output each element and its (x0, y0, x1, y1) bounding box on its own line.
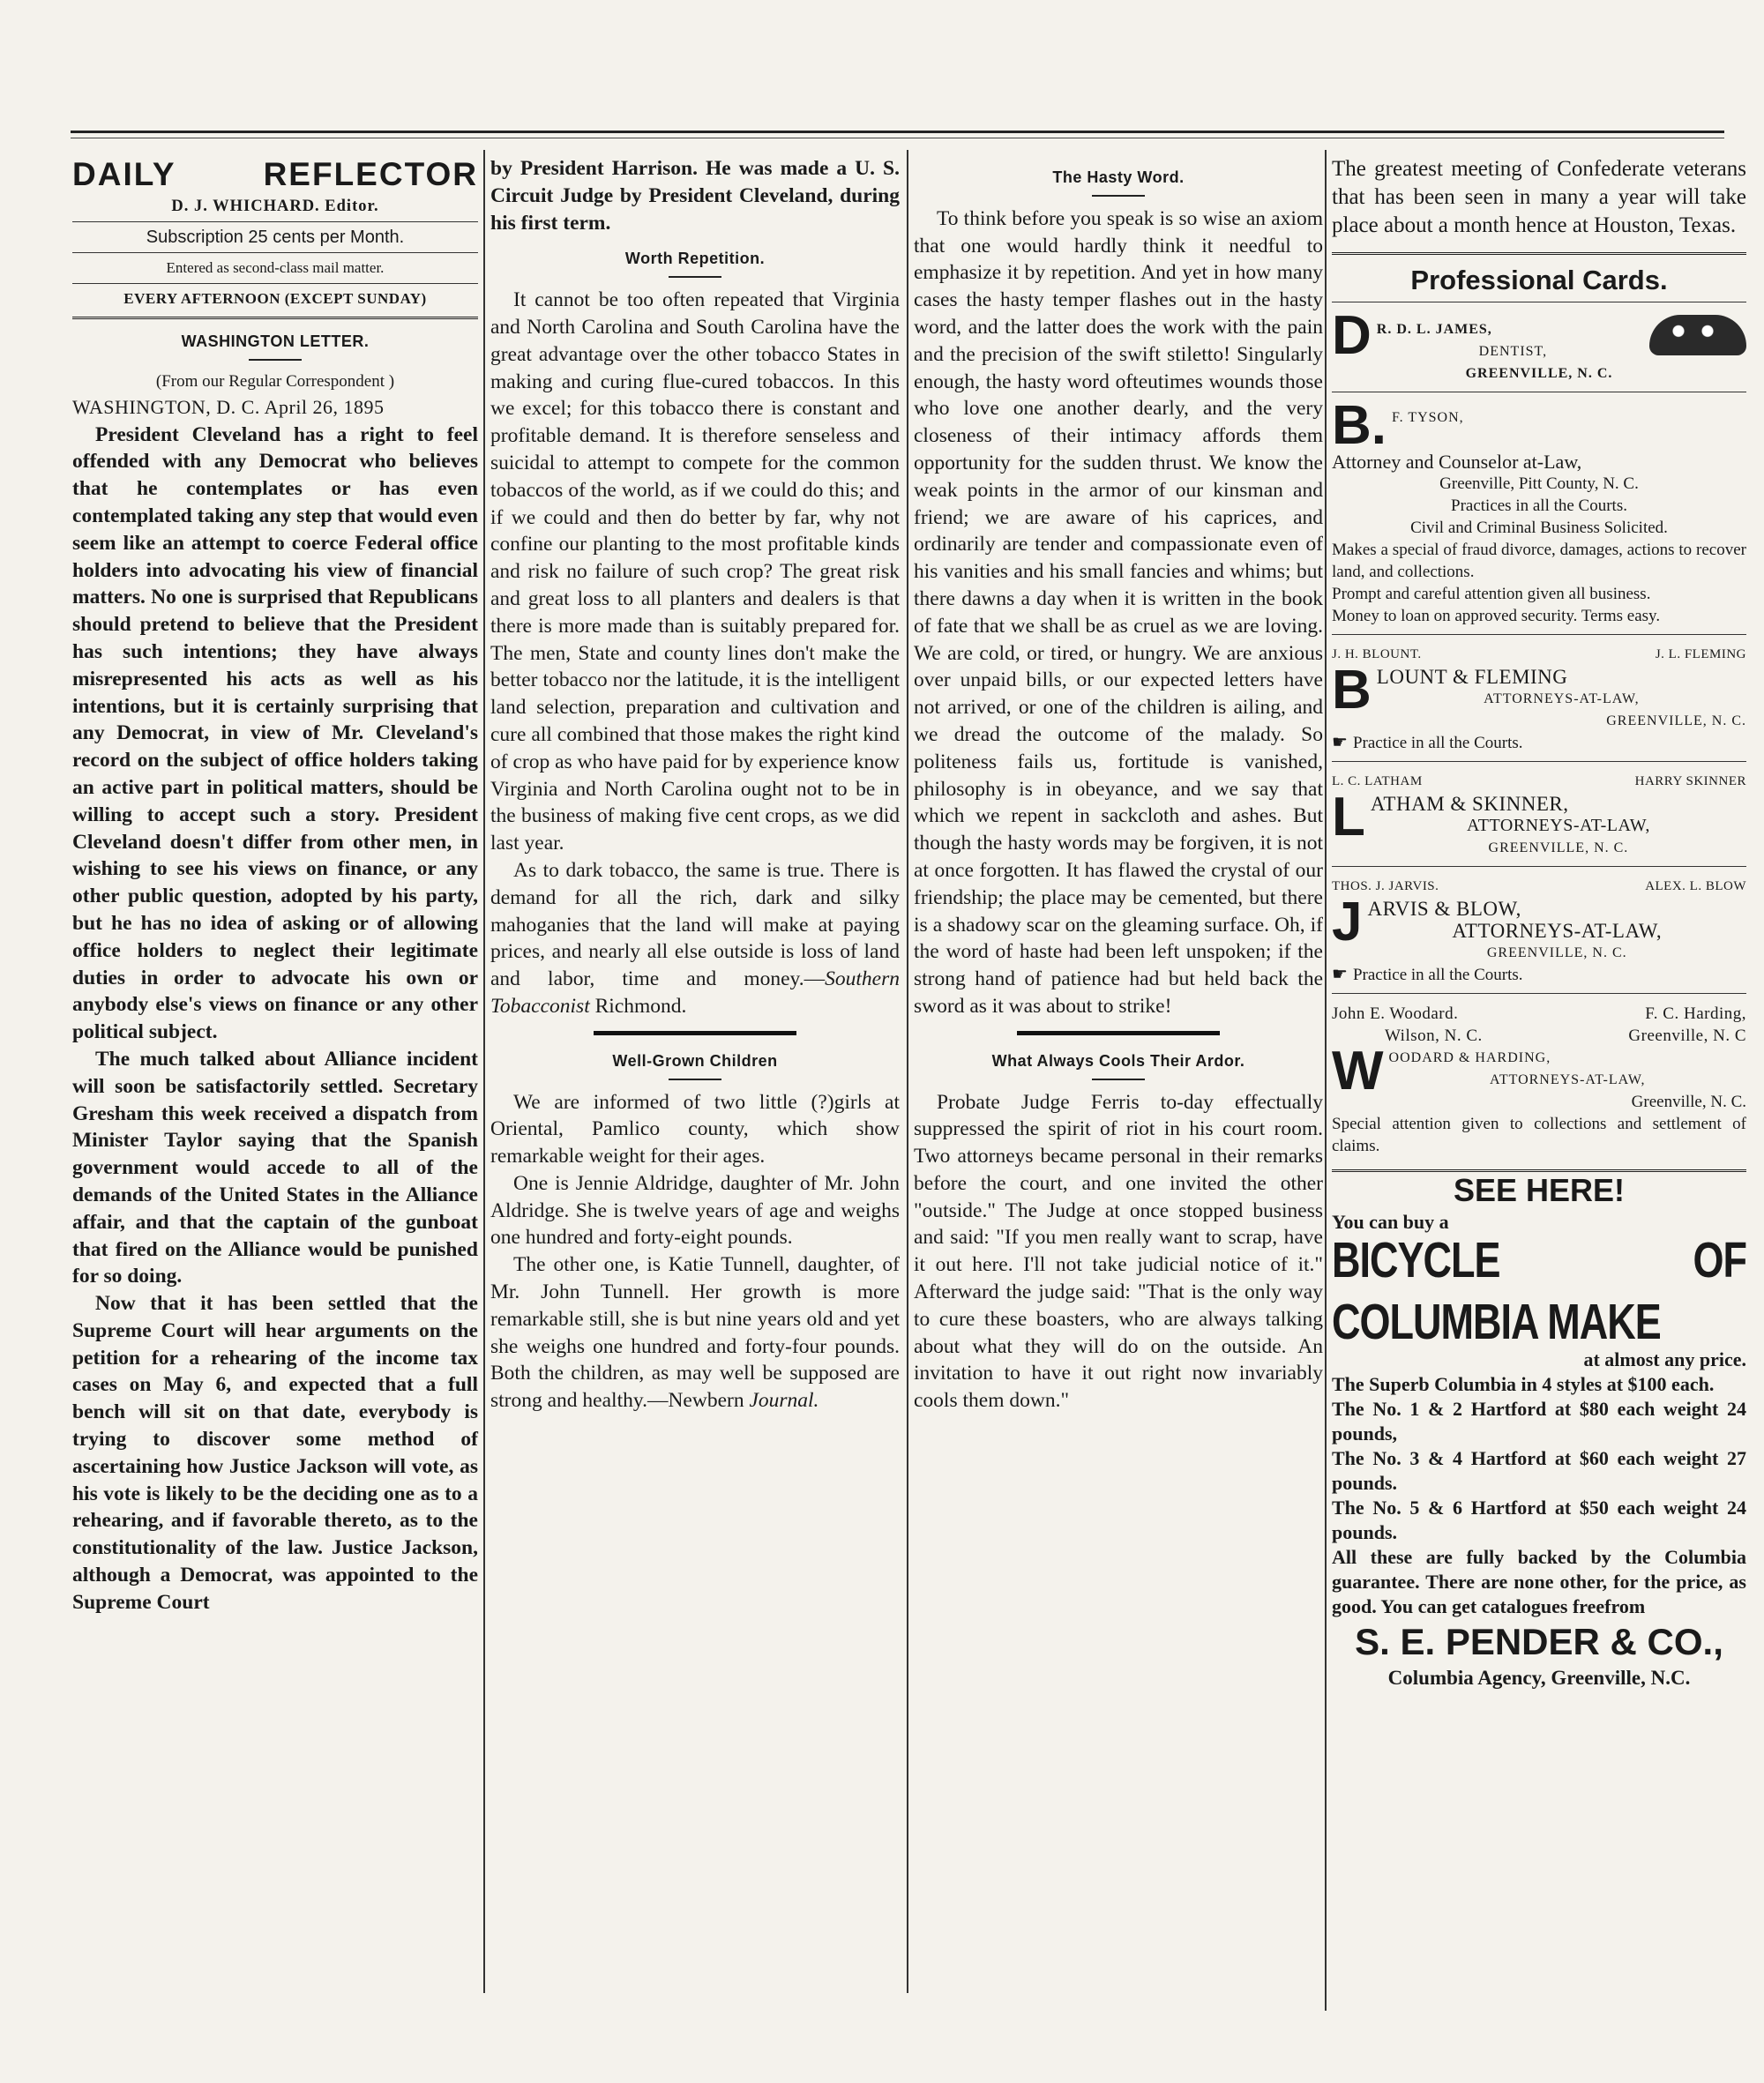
column-divider-3 (1325, 150, 1327, 2011)
washington-paragraph-2: The much talked about Alliance incident will soon be satisfactorily settled. Secretary Gresham this week received a dispatch from Minister Taylor saying that the Spanish government would accede to all of the demands of the United States in the Alliance affair, and that the captain of the gunboat that fired on the Alliance would be punished for so doing. (72, 1047, 478, 1288)
washington-paragraph-1: President Cleveland has a right to feel offended with any Democrat who believes that he contemplates or has even contemplated taking any step that would even seem like an attempt to coerce Federal office holders into advocating his view of financial matters. No one is surprised that Republicans should pretend to believe that the President has such intentions; they have always misrepresented his acts as well as his intentions, but it is certainly surprising that any Democrat, in view of Mr. Cleveland's record on the subject of office holders taking an active part in political matters, should be willing to accept such a story. President Cleveland doesn't differ from other men, in wishing to see his views on finance, or any other public question, adopted by his party, but he has no idea of asking or of allowing office holders to neglect their legitimate duties in order to advocate his own or anybody else's views on finance or any other political subject. (72, 422, 478, 1044)
children-paragraph-1: We are informed of two little (?)girls at Oriental, Pamlico county, which show remarkable weight for their ages. (490, 1090, 900, 1168)
ad-line-5: All these are fully backed by the Columbia guarantee. There are none other, for the price, as good. You can get catalogues freefrom (1332, 1545, 1746, 1617)
masthead-title-left: DAILY (72, 156, 176, 192)
card-woodard-harding: John E. Woodard. F. C. Harding, Wilson, N. C. Greenville, N. C W OODARD & HARDING, ATTORNEYS-AT-LAW, Greenville, N. C. Special attention given to collections and settlement of claims. (1332, 993, 1746, 1164)
masthead-editor: D. J. WHICHARD. Editor. (171, 198, 379, 215)
washington-heading: WASHINGTON LETTER. (181, 332, 370, 350)
washington-correspondent: (From our Regular Correspondent ) (155, 371, 395, 391)
washington-continued: by President Harrison. He was made a U. S. Circuit Judge by President Cleveland, during his first term. (490, 157, 900, 235)
top-rule (71, 131, 1724, 133)
hasty-heading: The Hasty Word. (1052, 168, 1185, 186)
masthead-schedule: EVERY AFTERNOON (EXCEPT SUNDAY) (123, 290, 427, 307)
washington-paragraph-3: Now that it has been settled that the Supreme Court will hear arguments on the petition for a rehearing of the income tax cases on May 6, and expected that a full bench will sit on that date, everybody is trying to discover some method of ascertaining how Justice Jackson will vote, as his vote is likely to be the deciding one as to a rehearing, and if favorable thereto, as to the constitutionality of the law. Justice Jackson, although a Democrat, was appointed to the Supreme Court (72, 1292, 478, 1614)
cards-title: Professional Cards. (1410, 265, 1668, 295)
children-paragraph-2: One is Jennie Aldridge, daughter of Mr. John Aldridge. She is twelve years of age and weighs one hundred and forty-eight pounds. (490, 1171, 900, 1250)
pointing-hand-icon: ☛ (1332, 732, 1348, 752)
column-1 (72, 155, 478, 1616)
card-latham-skinner: L. C. LATHAM HARRY SKINNER L ATHAM & SKINNER, ATTORNEYS-AT-LAW, GREENVILLE, N. C. (1332, 761, 1746, 866)
card-jarvis-blow: THOS. J. JARVIS. ALEX. L. BLOW J ARVIS & BLOW, ATTORNEYS-AT-LAW, GREENVILLE, N. C. ☛ Practice in all the Courts. (1332, 866, 1746, 993)
card-blount-fleming: J. H. BLOUNT. J. L. FLEMING B LOUNT & FLEMING ATTORNEYS-AT-LAW, GREENVILLE, N. C. ☛ Practice in all the Courts. (1332, 634, 1746, 761)
bicycle-ad (1332, 1171, 1746, 1692)
worth-heading: Worth Repetition. (624, 250, 766, 268)
children-heading: Well-Grown Children (612, 1051, 778, 1070)
ardor-paragraph-1: Probate Judge Ferris to-day effectually suppressed the spirit of riot in his court room. Two attorneys became personal in their remarks before the court, and one invited the other "outside." The Judge at once stopped business and said: "If you men really want to scrap, have it out here. I'll not take judicial notice of it." Afterward the judge said: "That is the only way to cure these boasters, who are always talking about what they will do on the outside. An invitation to have it out right now invariably cools them down." (914, 1090, 1323, 1413)
ad-headline: BICYCLE OF COLUMBIA MAKE (1332, 1231, 1746, 1349)
children-paragraph-3: The other one, is Katie Tunnell, daughter, of Mr. John Tunnell. Her growth is more remarkable still, she is but nine years old and yet she weighs one hundred and forty-four pounds. Both the children, as may well be supposed are strong and healthy.—Newbern Journal. (490, 1253, 900, 1413)
card-tyson: B. F. TYSON, Attorney and Counselor at-Law, Greenville, Pitt County, N. C. Practices in all the Courts. Civil and Criminal Business Solicited. Makes a special of fraud divorce, damages, actions to recover land, and collections. Prompt and careful attention given all business. Money to loan on approved security. Terms easy. (1332, 392, 1746, 634)
ad-buy: You can buy a (1332, 1210, 1449, 1233)
ad-line-1: The Superb Columbia in 4 styles at $100 each. (1332, 1372, 1715, 1395)
ad-line-2: The No. 1 & 2 Hartford at $80 each weight 24 pounds, (1332, 1397, 1746, 1445)
worth-paragraph-2: As to dark tobacco, the same is true. There is demand for all the rich, dark and silky mahoganies that the land will make at paying prices, and nearly all else outside is loss of land and labor, time and money.—Southern Tobacconist Richmond. (490, 858, 900, 1018)
column-divider-2 (907, 150, 908, 1993)
washington-dateline: WASHINGTON, D. C. April 26, 1895 (72, 395, 385, 418)
worth-paragraph-1: It cannot be too often repeated that Virginia and North Carolina and South Carolina have the great advantage over the other tobacco States in making and curing flue-cured tobaccos. In this we excel; for this tobacco there is constant and profitable demand. It is therefore senseless and suicidal to attempt to compete for the common tobaccos of the world, as if we could do this; and if we could and then do better by far, why not confine our planting to the most profitable kinds and risk no failure of such crop? The great risk and great loss to all planters and dealers is that there is more made than is suitably prepared for. The men, State and county lines don't make the better tobacco nor the latitude, it is the intelligent land selection, preparation and cultivation and cure all combined that those makes the right kind of crop as who have paid for by experience know Virginia and North Carolina ought not to be in the business of making five cent crops, as we did last year. (490, 288, 900, 855)
column-4 (1332, 155, 1746, 1691)
masthead-entered: Entered as second-class mail matter. (166, 259, 385, 276)
ad-price: at almost any price. (1583, 1348, 1746, 1370)
column-3 (914, 155, 1323, 1415)
ad-line-3: The No. 3 & 4 Hartford at $60 each weight 27 pounds. (1332, 1446, 1746, 1494)
ad-store-name: S. E. PENDER & CO., (1355, 1620, 1723, 1662)
ad-line-4: The No. 5 & 6 Hartford at $50 each weight 24 pounds. (1332, 1496, 1746, 1543)
ad-agency: Columbia Agency, Greenville, N.C. (1387, 1666, 1691, 1689)
ardor-heading: What Always Cools Their Ardor. (991, 1051, 1245, 1070)
hasty-paragraph-1: To think before you speak is so wise an axiom that one would hardly think it needful to emphasize it by repetition. And yet in how many cases the hasty temper flashes out in the hasty word, and the latter does the work with the pain and the precision of the swift stiletto! Singularly enough, the hasty word ofteutimes wounds those who love one another dearly, and the very closeness of their intimacy affords them opportunity for the sudden thrust. We know the weak points in the armor of our kinsman and friend; we are aware of his caprices, and ordinarily are tender and compassionate even of his vanities and his small fancies and whims; but there dawns a day when it is written in the book of fate that we shall be as cruel as we are loving. We are cold, or tired, or hungry. We are anxious over unpaid bills, or our expected letters have not arrived, or one of the children is ailing, and we dread the outcome of the malady. So politeness fails us, fortitude is vanished, philosophy is in obeyance, and we say that which we repent in sackcloth and ashes. But though the hasty words may be forgiven, it is not at once forgotten. It has flawed the crystal of our friendship; the place may be cemented, but there is a shadowy scar on the gleaming surface. Oh, if the word of haste had been left unspoken; if the strong hand of patience had but held back the sword as it was about to strike! (914, 206, 1323, 1018)
ad-see-here: SEE HERE! (1453, 1171, 1626, 1208)
column-2 (490, 155, 900, 1415)
masthead-subscription: Subscription 25 cents per Month. (146, 228, 405, 247)
veterans-notice: The greatest meeting of Confederate veterans that has been seen in many a year will take place about a month hence at Houston, Texas. (1332, 157, 1746, 237)
masthead-title (72, 155, 478, 194)
column-divider-1 (483, 150, 485, 1993)
masthead-title-right: REFLECTOR (263, 156, 478, 192)
pointing-hand-icon: ☛ (1332, 964, 1348, 984)
card-james: D R. D. L. JAMES, DENTIST, GREENVILLE, N. C. (1332, 302, 1746, 392)
tooth-icon (1649, 315, 1746, 355)
